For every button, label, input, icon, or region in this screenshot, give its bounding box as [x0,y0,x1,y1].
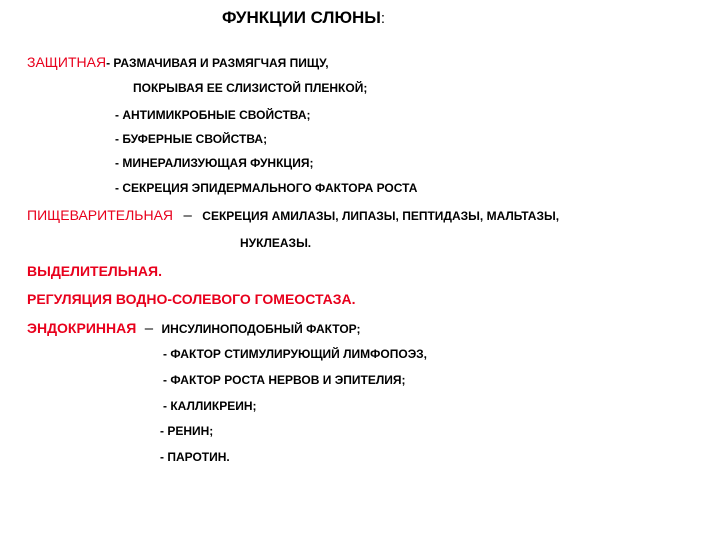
digestive-label: ПИЩЕВАРИТЕЛЬНАЯ [27,207,174,223]
protective-item: - МИНЕРАЛИЗУЮЩАЯ ФУНКЦИЯ; [115,156,314,170]
protective-line-2: ПОКРЫВАЯ ЕЕ СЛИЗИСТОЙ ПЛЕНКОЙ; [133,81,368,95]
protective-label: ЗАЩИТНАЯ [27,54,107,70]
endocrine-label: ЭНДОКРИННАЯ [27,320,137,336]
endocrine-item: - КАЛЛИКРЕИН; [163,399,257,413]
digestive-dash: – [183,207,192,224]
endocrine-item: - ФАКТОР РОСТА НЕРВОВ И ЭПИТЕЛИЯ; [163,373,406,387]
regulation-label: РЕГУЛЯЦИЯ ВОДНО-СОЛЕВОГО ГОМЕОСТАЗА. [27,291,356,307]
endocrine-line-1: ИНСУЛИНОПОДОБНЫЙ ФАКТОР; [161,322,361,336]
slide-title-colon: : [380,10,386,27]
protective-item: - СЕКРЕЦИЯ ЭПИДЕРМАЛЬНОГО ФАКТОРА РОСТА [115,181,418,195]
protective-heading-row [27,55,329,71]
protective-line-1: - РАЗМАЧИВАЯ И РАЗМЯГЧАЯ ПИЩУ, [106,56,329,70]
endocrine-heading-row [27,321,361,337]
slide-title-text: ФУНКЦИИ СЛЮНЫ [222,8,381,27]
digestive-line-2: НУКЛЕАЗЫ. [240,236,312,250]
endocrine-item: - ФАКТОР СТИМУЛИРУЮЩИЙ ЛИМФОПОЭЗ, [163,347,427,361]
endocrine-item: - РЕНИН; [160,424,214,438]
digestive-heading-row [27,208,559,224]
protective-item: - БУФЕРНЫЕ СВОЙСТВА; [115,132,268,146]
endocrine-dash: – [144,320,154,337]
excretory-label: ВЫДЕЛИТЕЛЬНАЯ. [27,263,162,279]
slide-title [222,9,385,26]
digestive-line-1: СЕКРЕЦИЯ АМИЛАЗЫ, ЛИПАЗЫ, ПЕПТИДАЗЫ, МАЛЬТАЗЫ, [202,209,560,223]
endocrine-item: - ПАРОТИН. [160,450,230,464]
protective-item: - АНТИМИКРОБНЫЕ СВОЙСТВА; [115,108,311,122]
